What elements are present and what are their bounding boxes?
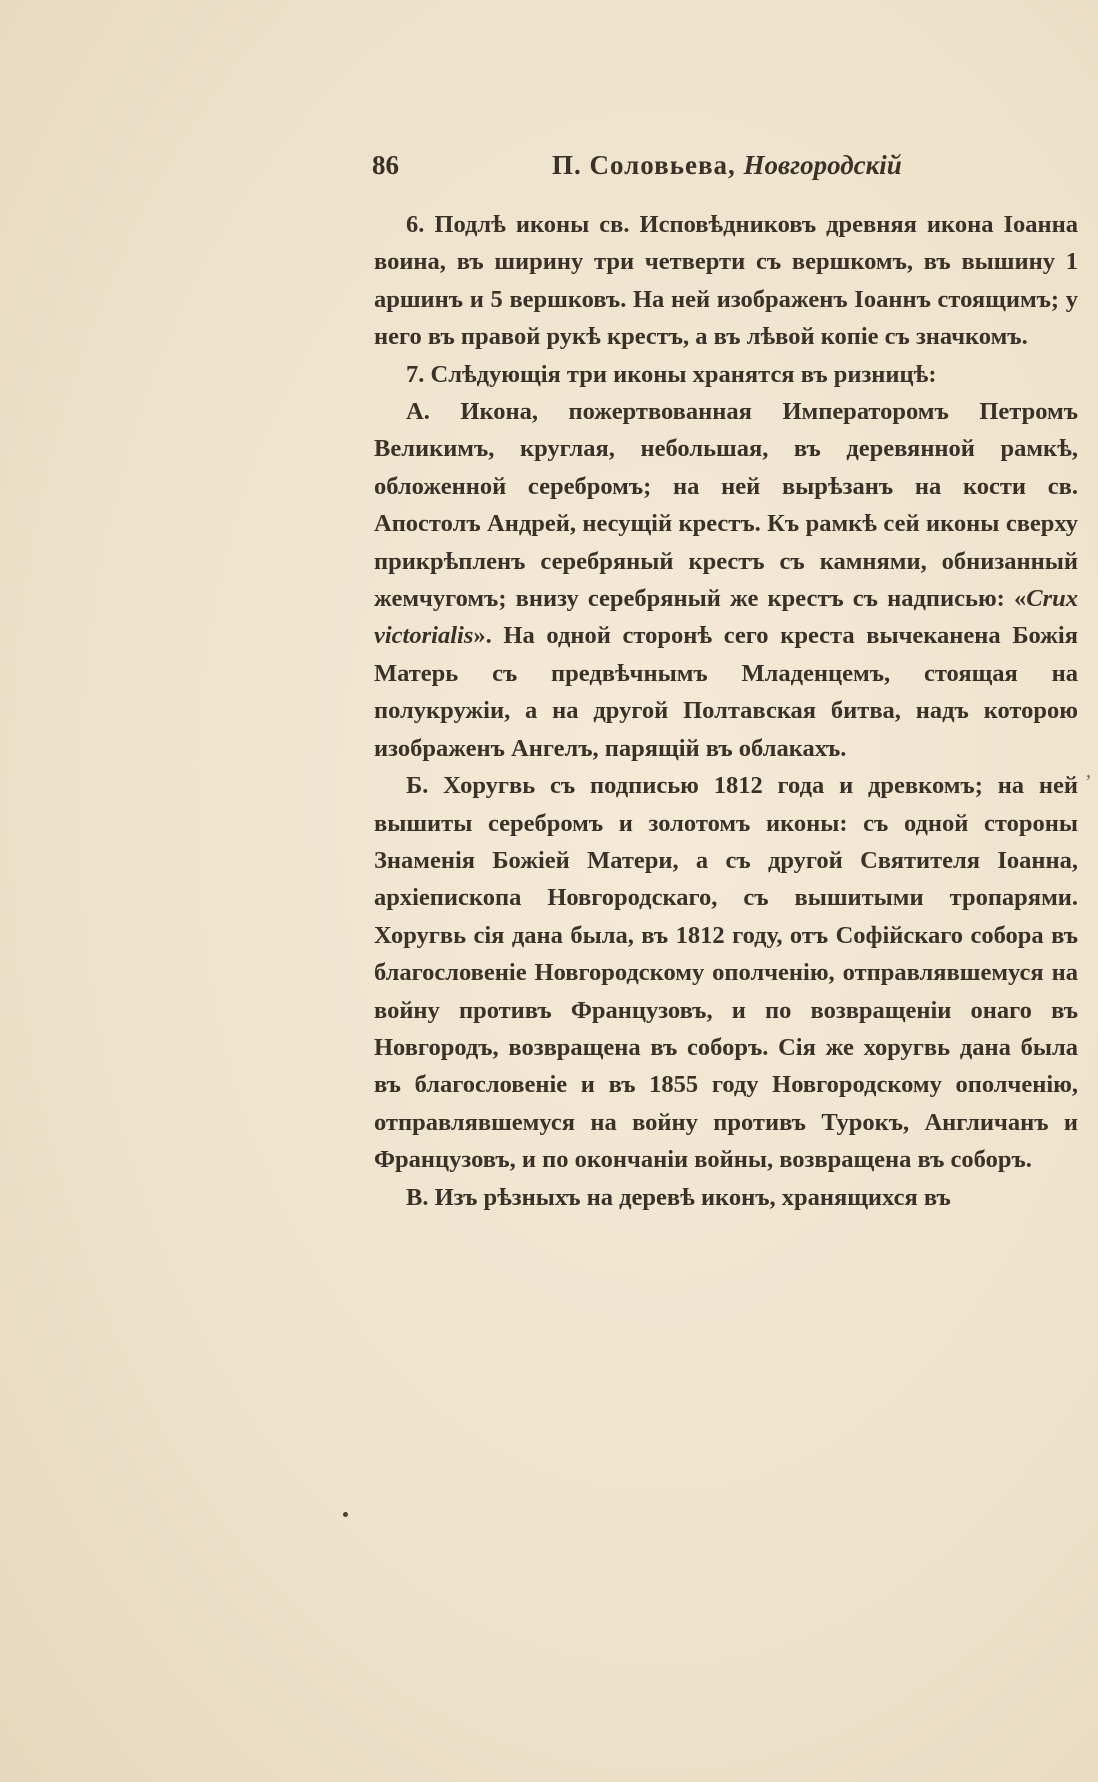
paragraph-6: 6. Подлѣ иконы св. Исповѣдниковъ древняя икона Iоанна воина, въ ширину три четверти съ вершкомъ, въ вышину 1 аршинъ и 5 вершковъ. На ней изображенъ Iоаннъ стоящимъ; у него въ правой рукѣ крестъ, а въ лѣвой копiе съ значкомъ.: [374, 211, 1078, 351]
paragraph-a-text: А. Икона, пожертвованная Императоромъ Петромъ Великимъ, круглая, небольшая, въ деревянной рамкѣ, обложенной серебромъ; на ней вырѣзанъ на кости св. Апостолъ Андрей, несущiй крестъ. Къ рамкѣ сей иконы сверху прикрѣпленъ серебряный крестъ съ камнями, обнизанный жемчугомъ; внизу серебряный же крестъ съ надписью: «: [374, 398, 1078, 613]
paragraph-a-tail: ». На одной сторонѣ сего креста вычеканена Божiя Матерь съ предвѣчнымъ Младенцемъ, стоящая на полукружiи, а на другой Полтавская битва, надъ которою изображенъ Ангелъ, парящiй въ облакахъ.: [374, 622, 1078, 762]
running-title-author: П. Соловьева,: [552, 150, 736, 180]
paragraph-7: 7. Слѣдующiя три иконы хранятся въ ризницѣ:: [406, 360, 937, 388]
paragraph-b: Б. Хоругвь съ подписью 1812 года и древкомъ; на ней вышиты серебромъ и золотомъ иконы: съ одной стороны Знаменiя Божiей Матери, а съ другой Святителя Iоанна, архiепископа Новгородскаго, съ вышитыми тропарями. Хоругвь сiя дана была, въ 1812 году, отъ Софiйскаго собора въ благословенiе Новгородскому ополченiю, отправлявшемуся на войну противъ Французовъ, и по возвращенiи онаго въ Новгородъ, возвращена въ соборъ. Сiя же хоругвь дана была въ благословенiе и въ 1855 году Новгородскому ополченiю, отправлявшемуся на войну противъ Турокъ, Англичанъ и Французовъ, и по окончанiи войны, возвращена въ соборъ.: [374, 772, 1078, 1174]
running-title: [552, 150, 902, 181]
ink-dot: [343, 1512, 348, 1517]
margin-mark: ,: [1086, 760, 1091, 782]
paragraph-a: [374, 393, 1078, 767]
latin-inscription: Crux victorialis: [374, 585, 1078, 650]
paragraph-v: В. Изъ рѣзныхъ на деревѣ иконъ, хранящихся въ: [406, 1183, 951, 1211]
running-title-italic: Новгородскiй: [743, 150, 902, 180]
page-header: [372, 146, 1082, 186]
body-text: [374, 206, 1078, 1216]
page-number: 86: [372, 150, 399, 180]
